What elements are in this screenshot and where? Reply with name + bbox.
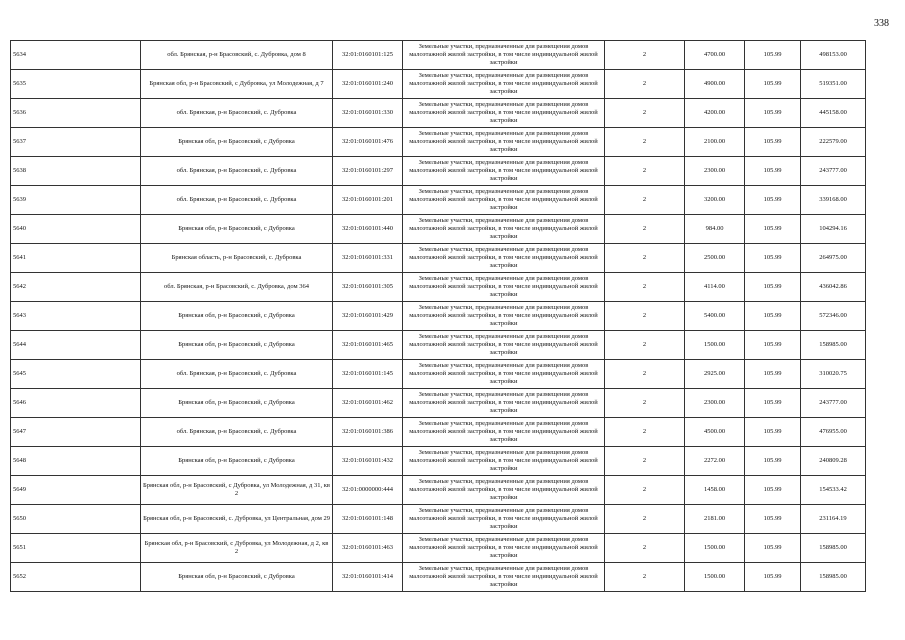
address-cell: обл. Брянская, р-н Брасовский, с. Дубровка, дом 364 [141, 273, 333, 302]
cadastral-value-cell: 154533.42 [801, 476, 866, 505]
cadastral-value-cell: 231164.19 [801, 505, 866, 534]
permitted-use-cell: Земельные участки, предназначенные для размещения домов малоэтажной жилой застройки, в том числе индивидуальной жилой застройки [403, 157, 605, 186]
table-row [11, 447, 866, 476]
cadastral-number-cell: 32:01:0160101:414 [333, 563, 403, 592]
address-cell: Брянская обл, р-н Брасовский, с Дубровка, ул Молодежная, д 2, кв 2 [141, 534, 333, 563]
permitted-use-cell: Земельные участки, предназначенные для размещения домов малоэтажной жилой застройки, в том числе индивидуальной жилой застройки [403, 563, 605, 592]
permitted-use-cell: Земельные участки, предназначенные для размещения домов малоэтажной жилой застройки, в том числе индивидуальной жилой застройки [403, 331, 605, 360]
specific-value-cell: 105.99 [745, 418, 801, 447]
category-cell: 2 [605, 273, 685, 302]
permitted-use-cell: Земельные участки, предназначенные для размещения домов малоэтажной жилой застройки, в том числе индивидуальной жилой застройки [403, 215, 605, 244]
record-number: 5644 [11, 331, 141, 360]
table-row [11, 157, 866, 186]
permitted-use-cell: Земельные участки, предназначенные для размещения домов малоэтажной жилой застройки, в том числе индивидуальной жилой застройки [403, 418, 605, 447]
address-cell: Брянская обл, р-н Брасовский, с Дубровка [141, 128, 333, 157]
cadastral-value-cell: 158985.00 [801, 331, 866, 360]
record-number: 5636 [11, 99, 141, 128]
category-cell: 2 [605, 534, 685, 563]
specific-value-cell: 105.99 [745, 302, 801, 331]
table-row [11, 505, 866, 534]
cadastral-number-cell: 32:01:0160101:240 [333, 70, 403, 99]
cadastral-value-cell: 158985.00 [801, 534, 866, 563]
cadastral-value-cell: 445158.00 [801, 99, 866, 128]
specific-value-cell: 105.99 [745, 186, 801, 215]
area-cell: 2181.00 [685, 505, 745, 534]
cadastral-number-cell: 32:01:0160101:201 [333, 186, 403, 215]
page-number: 338 [874, 18, 889, 29]
area-cell: 1500.00 [685, 534, 745, 563]
record-number: 5647 [11, 418, 141, 447]
area-cell: 2272.00 [685, 447, 745, 476]
area-cell: 1458.00 [685, 476, 745, 505]
table-row [11, 244, 866, 273]
address-cell: Брянская обл, р-н Брасовский, с Дубровка [141, 215, 333, 244]
record-number: 5652 [11, 563, 141, 592]
category-cell: 2 [605, 215, 685, 244]
specific-value-cell: 105.99 [745, 41, 801, 70]
specific-value-cell: 105.99 [745, 505, 801, 534]
address-cell: Брянская обл, р-н Брасовский, с Дубровка [141, 447, 333, 476]
cadastral-value-cell: 436042.86 [801, 273, 866, 302]
table-row [11, 534, 866, 563]
category-cell: 2 [605, 186, 685, 215]
permitted-use-cell: Земельные участки, предназначенные для размещения домов малоэтажной жилой застройки, в том числе индивидуальной жилой застройки [403, 41, 605, 70]
table-row [11, 70, 866, 99]
category-cell: 2 [605, 302, 685, 331]
category-cell: 2 [605, 128, 685, 157]
cadastral-number-cell: 32:01:0160101:476 [333, 128, 403, 157]
address-cell: Брянская обл, р-н Брасовский, с Дубровка [141, 389, 333, 418]
record-number: 5640 [11, 215, 141, 244]
address-cell: обл. Брянская, р-н Брасовский, с. Дубровка [141, 418, 333, 447]
record-number: 5643 [11, 302, 141, 331]
table-row [11, 418, 866, 447]
address-cell: обл. Брянская, р-н Брасовский, с. Дубровка [141, 360, 333, 389]
address-cell: обл. Брянская, р-н Брасовский, с. Дубровка [141, 157, 333, 186]
category-cell: 2 [605, 389, 685, 418]
specific-value-cell: 105.99 [745, 70, 801, 99]
cadastral-value-cell: 339168.00 [801, 186, 866, 215]
address-cell: Брянская обл, р-н Брасовский, с. Дубровка, ул Центральная, дом 29 [141, 505, 333, 534]
table-row [11, 563, 866, 592]
cadastral-number-cell: 32:01:0160101:330 [333, 99, 403, 128]
specific-value-cell: 105.99 [745, 360, 801, 389]
table-row [11, 389, 866, 418]
cadastral-number-cell: 32:01:0160101:440 [333, 215, 403, 244]
table-body [11, 41, 866, 592]
cadastral-number-cell: 32:01:0160101:305 [333, 273, 403, 302]
cadastral-number-cell: 32:01:0160101:145 [333, 360, 403, 389]
cadastral-number-cell: 32:01:0160101:462 [333, 389, 403, 418]
permitted-use-cell: Земельные участки, предназначенные для размещения домов малоэтажной жилой застройки, в том числе индивидуальной жилой застройки [403, 128, 605, 157]
table-row [11, 360, 866, 389]
permitted-use-cell: Земельные участки, предназначенные для размещения домов малоэтажной жилой застройки, в том числе индивидуальной жилой застройки [403, 244, 605, 273]
category-cell: 2 [605, 476, 685, 505]
category-cell: 2 [605, 418, 685, 447]
area-cell: 1500.00 [685, 331, 745, 360]
permitted-use-cell: Земельные участки, предназначенные для размещения домов малоэтажной жилой застройки, в том числе индивидуальной жилой застройки [403, 534, 605, 563]
address-cell: обл. Брянская, р-н Брасовский, с. Дубровка [141, 186, 333, 215]
area-cell: 2300.00 [685, 157, 745, 186]
cadastral-number-cell: 32:01:0160101:386 [333, 418, 403, 447]
category-cell: 2 [605, 563, 685, 592]
table-row [11, 476, 866, 505]
record-number: 5642 [11, 273, 141, 302]
area-cell: 5400.00 [685, 302, 745, 331]
table-row [11, 302, 866, 331]
permitted-use-cell: Земельные участки, предназначенные для размещения домов малоэтажной жилой застройки, в том числе индивидуальной жилой застройки [403, 389, 605, 418]
specific-value-cell: 105.99 [745, 447, 801, 476]
address-cell: Брянская область, р-н Брасовский, с. Дубровка [141, 244, 333, 273]
area-cell: 2100.00 [685, 128, 745, 157]
area-cell: 2300.00 [685, 389, 745, 418]
address-cell: Брянская обл, р-н Брасовский, с Дубровка [141, 563, 333, 592]
category-cell: 2 [605, 505, 685, 534]
area-cell: 2500.00 [685, 244, 745, 273]
record-number: 5634 [11, 41, 141, 70]
record-number: 5638 [11, 157, 141, 186]
permitted-use-cell: Земельные участки, предназначенные для размещения домов малоэтажной жилой застройки, в том числе индивидуальной жилой застройки [403, 186, 605, 215]
record-number: 5639 [11, 186, 141, 215]
specific-value-cell: 105.99 [745, 99, 801, 128]
cadastral-number-cell: 32:01:0160101:297 [333, 157, 403, 186]
cadastral-number-cell: 32:01:0000000:444 [333, 476, 403, 505]
table-row [11, 99, 866, 128]
area-cell: 3200.00 [685, 186, 745, 215]
cadastral-number-cell: 32:01:0160101:148 [333, 505, 403, 534]
address-cell: обл. Брянская, р-н Брасовский, с. Дубровка, дом 8 [141, 41, 333, 70]
cadastral-number-cell: 32:01:0160101:429 [333, 302, 403, 331]
cadastral-value-cell: 264975.00 [801, 244, 866, 273]
area-cell: 1500.00 [685, 563, 745, 592]
specific-value-cell: 105.99 [745, 273, 801, 302]
specific-value-cell: 105.99 [745, 244, 801, 273]
category-cell: 2 [605, 331, 685, 360]
cadastral-number-cell: 32:01:0160101:331 [333, 244, 403, 273]
specific-value-cell: 105.99 [745, 534, 801, 563]
cadastral-value-cell: 222579.00 [801, 128, 866, 157]
cadastral-number-cell: 32:01:0160101:125 [333, 41, 403, 70]
record-number: 5635 [11, 70, 141, 99]
area-cell: 4700.00 [685, 41, 745, 70]
specific-value-cell: 105.99 [745, 331, 801, 360]
record-number: 5641 [11, 244, 141, 273]
specific-value-cell: 105.99 [745, 128, 801, 157]
specific-value-cell: 105.99 [745, 157, 801, 186]
specific-value-cell: 105.99 [745, 215, 801, 244]
category-cell: 2 [605, 244, 685, 273]
address-cell: Брянская обл, р-н Брасовский, с Дубровка [141, 331, 333, 360]
area-cell: 4200.00 [685, 99, 745, 128]
cadastral-value-cell: 572346.00 [801, 302, 866, 331]
cadastral-value-cell: 240809.28 [801, 447, 866, 476]
record-number: 5648 [11, 447, 141, 476]
address-cell: Брянская обл, р-н Брасовский, с Дубровка, ул Молодежная, д 7 [141, 70, 333, 99]
cadastral-value-cell: 243777.00 [801, 157, 866, 186]
table-row [11, 128, 866, 157]
record-number: 5650 [11, 505, 141, 534]
address-cell: обл. Брянская, р-н Брасовский, с. Дубровка [141, 99, 333, 128]
cadastral-number-cell: 32:01:0160101:465 [333, 331, 403, 360]
specific-value-cell: 105.99 [745, 389, 801, 418]
table-row [11, 215, 866, 244]
permitted-use-cell: Земельные участки, предназначенные для размещения домов малоэтажной жилой застройки, в том числе индивидуальной жилой застройки [403, 302, 605, 331]
table-row [11, 186, 866, 215]
category-cell: 2 [605, 99, 685, 128]
area-cell: 4900.00 [685, 70, 745, 99]
category-cell: 2 [605, 360, 685, 389]
specific-value-cell: 105.99 [745, 563, 801, 592]
category-cell: 2 [605, 157, 685, 186]
cadastral-number-cell: 32:01:0160101:463 [333, 534, 403, 563]
category-cell: 2 [605, 70, 685, 99]
specific-value-cell: 105.99 [745, 476, 801, 505]
permitted-use-cell: Земельные участки, предназначенные для размещения домов малоэтажной жилой застройки, в том числе индивидуальной жилой застройки [403, 505, 605, 534]
cadastral-value-cell: 243777.00 [801, 389, 866, 418]
cadastral-value-cell: 498153.00 [801, 41, 866, 70]
record-number: 5646 [11, 389, 141, 418]
address-cell: Брянская обл, р-н Брасовский, с Дубровка [141, 302, 333, 331]
record-number: 5645 [11, 360, 141, 389]
record-number: 5649 [11, 476, 141, 505]
permitted-use-cell: Земельные участки, предназначенные для размещения домов малоэтажной жилой застройки, в том числе индивидуальной жилой застройки [403, 99, 605, 128]
cadastral-value-cell: 519351.00 [801, 70, 866, 99]
area-cell: 4500.00 [685, 418, 745, 447]
record-number: 5637 [11, 128, 141, 157]
permitted-use-cell: Земельные участки, предназначенные для размещения домов малоэтажной жилой застройки, в том числе индивидуальной жилой застройки [403, 70, 605, 99]
area-cell: 2925.00 [685, 360, 745, 389]
cadastral-value-cell: 476955.00 [801, 418, 866, 447]
cadastral-number-cell: 32:01:0160101:432 [333, 447, 403, 476]
permitted-use-cell: Земельные участки, предназначенные для размещения домов малоэтажной жилой застройки, в том числе индивидуальной жилой застройки [403, 447, 605, 476]
category-cell: 2 [605, 447, 685, 476]
area-cell: 984.00 [685, 215, 745, 244]
cadastral-value-cell: 310020.75 [801, 360, 866, 389]
permitted-use-cell: Земельные участки, предназначенные для размещения домов малоэтажной жилой застройки, в том числе индивидуальной жилой застройки [403, 476, 605, 505]
table-row [11, 331, 866, 360]
permitted-use-cell: Земельные участки, предназначенные для размещения домов малоэтажной жилой застройки, в том числе индивидуальной жилой застройки [403, 360, 605, 389]
category-cell: 2 [605, 41, 685, 70]
record-number: 5651 [11, 534, 141, 563]
table-row [11, 41, 866, 70]
cadastral-value-cell: 104294.16 [801, 215, 866, 244]
table-row [11, 273, 866, 302]
cadastral-value-cell: 158985.00 [801, 563, 866, 592]
land-registry-table [10, 40, 866, 592]
address-cell: Брянская обл, р-н Брасовский, с Дубровка, ул Молодежная, д 31, кв 2 [141, 476, 333, 505]
area-cell: 4114.00 [685, 273, 745, 302]
permitted-use-cell: Земельные участки, предназначенные для размещения домов малоэтажной жилой застройки, в том числе индивидуальной жилой застройки [403, 273, 605, 302]
